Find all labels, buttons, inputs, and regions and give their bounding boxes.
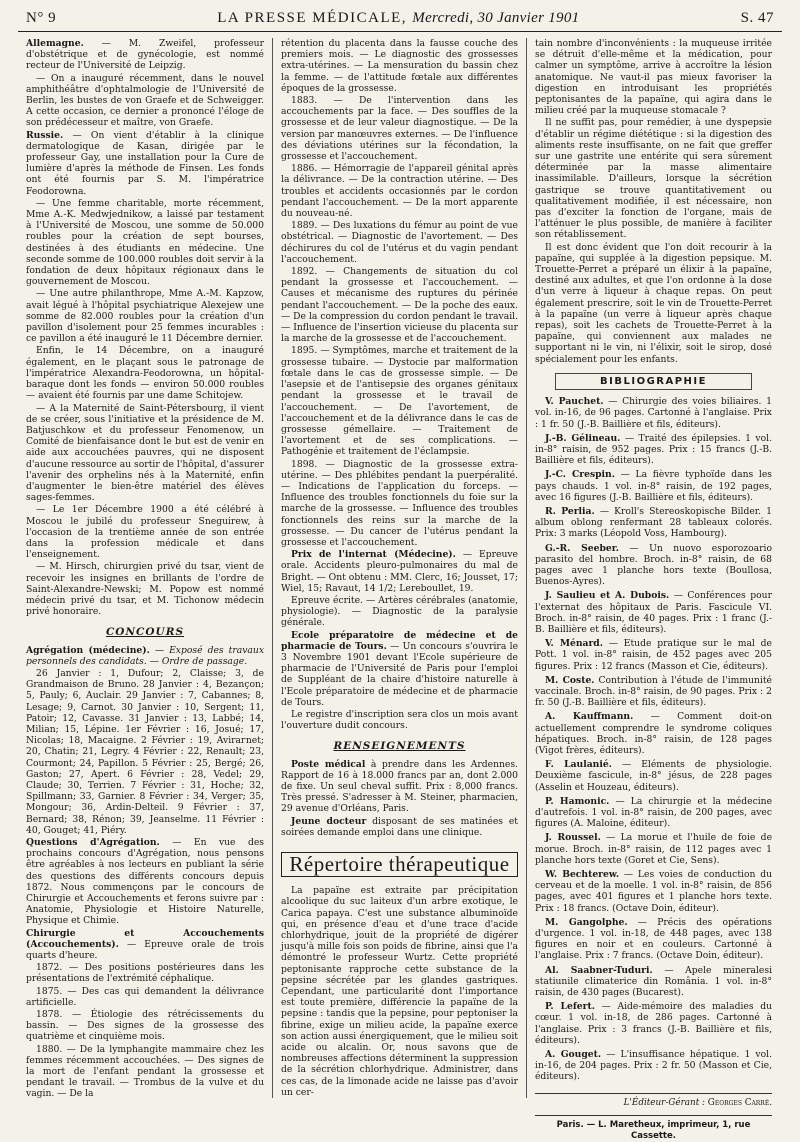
entry-label: Chirurgie et Accouchements (Accouchements).: [26, 927, 264, 950]
entry-label: Jeune docteur: [291, 815, 367, 827]
bibliography-entry: [535, 543, 772, 588]
bibliography-author: A. Kauffmann.: [545, 711, 634, 723]
page-header: [18, 10, 782, 32]
section-title-renseignements: RENSEIGNEMENTS: [333, 740, 466, 753]
bibliography-text: — L'insuffisance hépatique. 1 vol. in-16, de 204 pages. Prix : 2 fr. 50 (Masson et Cie, éditeurs).: [535, 1049, 772, 1083]
news-paragraph: — Le 1er Décembre 1900 a été célébré à Moscou le jubilé du professeur Sneguirew, à l'occasion de la trentième année de son entrée dans la profession médicale et dans l'enseignement.: [26, 504, 264, 561]
bibliography-entry: [535, 832, 772, 866]
year-1886: 1886. — Hémorragie de l'appareil génital après la délivrance. — De la contraction utérine. — Des troubles et accidents occasionnés par le cordon pendant l'accouchement. — De la mort apparente du nouveau-né.: [281, 163, 518, 220]
entry-text: — Epreuve orale. Accidents pleuro-pulmonaires du mal de Bright. — Ont obtenu : MM. Clerc, 16; Jousset, 17; Wiel, 15; Ravaut, 14 1/2; Lereboullet, 19.: [281, 549, 518, 594]
year-1898: 1898. — Diagnostic de la grossesse extra-utérine. — Des phlébites pendant la puerpéralité. — Indications de l'application du forceps. — Influence des troubles fonctionnels du foie sur la marche de la grossesse. — Influence des troubles fonctionnels des reins sur la marche de la grossesse. — Du cancer de l'utérus pendant la grossesse et l'accouchement.: [281, 458, 518, 548]
news-paragraph: — Une autre philanthrope, Mme A.-M. Kapzow, avait légué à l'hôpital psychiatrique Alexejew une somme de 82.000 roubles pour la création d'un pavillon d'isolement pour 25 femmes incurables : ce pavillon a été inauguré le 11 Décembre dernier.: [26, 288, 264, 345]
entry-text: disposant de ses matinées et soirées demande emploi dans une clinique.: [281, 815, 519, 838]
bibliography-entry: [535, 1049, 772, 1083]
bibliography-text: — La morue et l'huile de foie de morue. Broch. in-8° raisin, de 112 pages avec 1 planche hors texte (Goret et Cie, Sens).: [535, 832, 773, 866]
tours-entry: [281, 630, 518, 708]
bibliography-author: J.-B. Gélineau.: [545, 432, 621, 444]
news-russia: [26, 130, 264, 197]
bibliography-text: — Comment doit-on actuellement comprendre le syndrome coliques hépatiques. Broch. in-8° raisin, de 128 pages (Vigot frères, éditeurs).: [535, 711, 772, 756]
bibliography-author: J. Roussel.: [545, 832, 601, 844]
news-label: Russie.: [26, 129, 64, 141]
news-text: — M. Zweifel, professeur d'obstétrique et de gynécologie, est nommé recteur de l'Université de Leipzig.: [26, 38, 264, 72]
columns: [18, 38, 782, 1142]
poste-entry: [281, 759, 518, 815]
issue-number: N° 9: [26, 10, 57, 26]
entry-label: Poste médical: [291, 758, 366, 770]
gerant-name: Georges Carré.: [707, 1097, 772, 1108]
bibliography-entry: [535, 917, 772, 962]
news-paragraph: — M. Hirsch, chirurgien privé du tsar, vient de recevoir les insignes en brillants de l'ordre de Saint-Alexandre-Newski; M. Popow est nommé médecin privé du tsar, et M. Tichonow médecin privé honoraire.: [26, 561, 264, 618]
repertoire-paragraph: tain nombre d'inconvénients : la muqueuse irritée se détruit d'elle-même et la médication, pour calmer un symptôme, arrive à accroître la lésion anatomique. Ne vaut-il pas mieux favoriser la digestion en introduisant les propriétés peptonisantes de la papaïne, qui agira dans le milieu créé par la muqueuse stomacale ?: [535, 38, 772, 117]
bibliography-entry: [535, 711, 772, 756]
year-1878: 1878. — Étiologie des rétrécissements du bassin. — Des signes de la grossesse des quatrième et cinquième mois.: [26, 1009, 264, 1043]
repertoire-title: Répertoire thérapeutique: [281, 852, 518, 877]
bibliography-entry: [535, 675, 772, 709]
printer-imprint: Paris. — L. Maretheux, imprimeur, 1, rue Cassette.: [535, 1115, 772, 1142]
bibliography-list: [535, 396, 772, 1083]
bibliography-author: Al. Saabner-Tuduri.: [545, 964, 653, 976]
bibliography-text: — Les voies de conduction du cerveau et de la moelle. 1 vol. in-8° raisin, de 856 pages, avec 401 figures et 1 planche hors texte. Prix : 18 francs. (Octave Doin, éditeur).: [535, 869, 773, 914]
news-paragraph: — A la Maternité de Saint-Pétersbourg, il vient de se créer, sous l'initiative et la présidence de M. Batjuschkow et du professeur Fenomenow, un Comité de bienfaisance dont le but est de venir en aide aux accouchées pauvres, qui ne disposent d'aucune ressource au sortir de l'hôpital, d'assurer l'avenir des orphelins nés à la Maternité, enfin d'augmenter le bien-être matériel des élèves sages-femmes.: [26, 402, 265, 504]
bibliography-text: — Un nuovo esporozoario parasito del hombre. Broch. in-8° raisin, de 68 pages avec 1 planche hors texte (Boullosa, Buenos-Ayres).: [535, 542, 772, 588]
bibliography-entry: [535, 590, 772, 635]
repertoire-paragraph: La papaïne est extraite par précipitation alcoolique du suc laiteux d'un arbre exotique, le Carica papaya. C'est une substance albuminoïde qui, en présence d'eau et d'une trace d'acide chlorhydrique, jouit de la propriété de digérer jusqu'à mille fois son poids de fibrine, ainsi que l'a démontré le professeur Wurtz. Cette propriété peptonisante rapproche cette substance de la pepsine sécrétée par les glandes gastriques. Cependant, une particularité dont l'importance est toute première, différencie la papaïne de la pepsine : tandis que la pepsine, pour peptoniser la fibrine, exige un milieu acide, la papaïne exerce son action aussi énergiquement, que le milieu soit acide ou alcalin. Or, nous savons que de nombreuses affections déterminent la suppression de la sécrétion chlorhydrique. Administrer, dans ces cas, de la limonade acide ne laisse pas d'avoir un cer-: [281, 885, 518, 1098]
column-1: [18, 38, 272, 1098]
year-1872: 1872. — Des positions postérieures dans les présentations de l'extrémité céphalique.: [26, 962, 264, 985]
news-paragraph: — Une femme charitable, morte récemment, Mme A.-K. Medwjednikow, a laissé par testament à l'Université de Moscou, une somme de 50.000 roubles pour la création de sept bourses, destinées à des étudiants en médecine. Une seconde somme de 100.000 roubles doit servir à la fondation de deux hôpitaux régionaux dans le gouvernement de Moscou.: [26, 197, 264, 288]
chirurgie-entry: [26, 928, 264, 962]
news-label: Allemagne.: [26, 38, 84, 49]
year-1892: 1892. — Changements de situation du col pendant la grossesse et l'accouchement. — Causes et mécanisme des ruptures du périnée pendant l'accouchement. — De la poche des eaux. — De la compression du cordon pendant le travail. — Influence de l'insertion vicieuse du placenta sur la marche de la grossesse et de l'accouchement.: [281, 266, 518, 345]
epreuve-ecrite: Epreuve écrite. — Artères cérébrales (anatomie, physiologie). — Diagnostic de la paralysie générale.: [281, 594, 518, 629]
section-title-bibliographie: BIBLIOGRAPHIE: [555, 373, 752, 390]
year-1883: 1883. — De l'intervention dans les accouchements par la face. — Des souffles de la grossesse et de leur valeur diagnostique. — De la version par manœuvres externes. — De l'influence des déviations utérines sur la fécondation, la grossesse et l'accouchement.: [281, 95, 518, 163]
bibliography-author: G.-R. Seeber.: [545, 542, 619, 554]
bibliography-entry: [535, 506, 772, 540]
bibliography-text: — Apele mineralesi statiunile climaterice din România. 1 vol. in-8° raisin, de 430 pages (Bucarest).: [535, 964, 773, 999]
bibliography-author: R. Perlia.: [545, 505, 595, 517]
bibliography-text: Contribution à l'étude de l'immunité vaccinale. Broch. in-8° raisin, de 90 pages. Prix : 2 fr. 50 (J.-B. Baillière et fils, éditeurs).: [535, 674, 772, 709]
bibliography-author: V. Pauchet.: [545, 396, 604, 408]
bibliography-author: V. Ménard.: [545, 638, 603, 650]
bibliography-text: — Traité des épilepsies. 1 vol. in-8° raisin, de 952 pages. Prix : 15 francs (J.-B. Baillière et fils, éditeurs).: [535, 432, 773, 467]
bibliography-text: — Aide-mémoire des maladies du cœur. 1 vol. in-18, de 286 pages. Cartonné à l'anglaise. Prix : 3 francs (J.-B. Baillière et fils, éditeurs).: [535, 1001, 773, 1046]
bibliography-text: — Chirurgie des voies biliaires. 1 vol. in-16, de 96 pages. Cartonné à l'anglaise. Prix : 1 fr. 50 (J.-B. Baillière et fils, éditeurs).: [535, 396, 773, 430]
entry-text: — En vue des prochains concours d'Agrégation, nous pensons être agréables à nos lecteurs en publiant la série des questions des différents concours depuis 1872. Nous commençons par le concours de Chirurgie et Accouchements et ferons suivre par : Anatomie, Physiologie et Histoire Naturelle, Physique et Chimie.: [26, 837, 264, 927]
entry-label: Questions d'Agrégation.: [26, 837, 160, 849]
questions-entry: [26, 837, 264, 927]
bibliography-entry: [535, 965, 772, 999]
bibliography-entry: [535, 433, 772, 467]
masthead: [217, 10, 579, 27]
issue-date: Mercredi, 30 Janvier 1901: [412, 10, 580, 26]
bibliography-author: A. Gouget.: [545, 1049, 602, 1061]
bibliography-text: — Kroll's Stereoskopische Bilder. 1 album oblong renfermant 28 tableaux colorés. Prix: 3 marks (Léopold Voss, Hambourg).: [535, 505, 773, 540]
bibliography-entry: [535, 869, 772, 914]
entry-text: — Exposé des travaux personnels des candidats. — Ordre de passage.: [26, 644, 265, 667]
bibliography-author: M. Gangolphe.: [545, 916, 628, 928]
bibliography-text: — Précis des opérations d'urgence. 1 vol. in-18, de 448 pages, avec 138 figures en noir et en couleurs. Cartonné à l'anglaise. Prix : 7 francs. (Octave Doin, éditeur).: [535, 916, 772, 962]
year-1895: 1895. — Symptômes, marche et traitement de la grossesse tubaire. — Dystocie par malformation fœtale dans le cas de grossesse simple. — De l'asepsie et de l'antisepsie des organes génitaux pendant la grossesse et le travail de l'accouchement. — De l'avortement, de l'accouchement et de la délivrance dans le cas de grossesse gémellaire. — Traitement de l'avortement et de ses complications. — Pathogénie et traitement de l'éclampsie.: [281, 345, 518, 458]
entry-text: — Epreuve orale de trois quarts d'heure.: [26, 938, 264, 962]
bibliography-entry: [535, 469, 772, 503]
internat-entry: [281, 549, 518, 594]
bibliography-entry: [535, 759, 772, 793]
year-1880: 1880. — De la lymphangite mammaire chez les femmes récemment accouchées. — Des signes de la mort de l'enfant pendant la grossesse et pendant le travail. — Trombus de la vulve et du vagin. — De la: [26, 1043, 264, 1100]
news-paragraph: Enfin, le 14 Décembre, on a inauguré également, en le plaçant sous le patronage de l'impératrice Alexandra-Feodorowna, un hôpital-baraque dont les fonds — environ 50.000 roubles — avaient été fournis par une dame Schitojew.: [26, 345, 264, 402]
entry-label: Agrégation (médecine).: [26, 644, 150, 656]
year-1875: 1875. — Des cas qui demandent la délivrance artificielle.: [26, 985, 264, 1008]
bibliography-text: — La fièvre typhoïde dans les pays chauds. 1 vol. in-8° raisin, de 192 pages, avec 16 figures (J.-B. Baillière et fils, éditeurs).: [535, 469, 773, 503]
bibliography-author: J.-C. Crespin.: [545, 469, 615, 481]
bibliography-entry: [535, 638, 772, 672]
bibliography-text: — Etude pratique sur le mal de Pott. 1 vol. in-8° raisin, de 452 pages avec 205 figures. Prix : 12 francs (Masson et Cie, éditeurs).: [535, 638, 772, 672]
bibliography-author: W. Bechterew.: [545, 869, 620, 881]
entry-label: Prix de l'internat (Médecine).: [291, 549, 456, 561]
news-germany: [26, 38, 264, 72]
jeune-entry: [281, 816, 518, 838]
bibliography-entry: [535, 796, 772, 830]
page-number: S. 47: [740, 10, 774, 26]
bibliography-author: P. Hamonic.: [545, 795, 610, 807]
bibliography-author: F. Laulanié.: [545, 759, 612, 771]
editor-signature: [535, 1093, 772, 1109]
news-paragraph: — On a inauguré récemment, dans le nouvel amphithéâtre d'ophtalmologie de l'Université de Berlin, les bustes de von Graefe et de Schweigger. A cette occasion, ce dernier a prononcé l'éloge de son prédécesseur et maître, von Graefe.: [26, 72, 264, 129]
bibliography-text: — Conférences pour l'externat des hôpitaux de Paris. Fascicule VI. Broch. in-8° raisin, de 40 pages. Prix : 1 franc (J.-B. Baillière et fils, éditeurs).: [535, 590, 772, 635]
news-text: — On vient d'établir à la clinique dermatologique de Kasan, dirigée par le professeur Gay, une installation pour la Cure de lumière d'après la méthode de Finsen. Les fonds ont été fournis par S. M. l'impératrice Feodorowna.: [26, 129, 264, 197]
bibliography-entry: [535, 1001, 772, 1046]
repertoire-paragraph: Il est donc évident que l'on doit recourir à la papaïne, qui supplée à la digestion pepsique. M. Trouette-Perret a préparé un élixir à la papaïne, destiné aux adultes, et que l'on ordonne à la dose d'un verre à liqueur à chaque repas. On peut également prescrire, soit le vin de Trouette-Perret à la papaïne (un verre à liqueur après chaque repas), soit les cachets de Trouette-Perret à la papaïne, qui conviennent aux malades ne supportant ni le vin, ni l'élixir, soit le sirop, dosé spécialement pour les enfants.: [535, 241, 772, 365]
bibliography-author: M. Coste.: [545, 674, 595, 686]
bibliography-entry: [535, 396, 772, 430]
bibliography-author: J. Saulieu et A. Dubois.: [545, 590, 670, 602]
gerant-label: L'Éditeur-Gérant :: [623, 1097, 705, 1108]
year-1889: 1889. — Des luxations du fémur au point de vue obstétrical. — Diagnostic de l'avortement. — Des déchirures du col de l'utérus et du vagin pendant l'accouchement.: [281, 220, 518, 265]
agregation-entry: [26, 645, 264, 667]
column-2: [272, 38, 526, 1098]
registre-note: Le registre d'inscription sera clos un mois avant l'ouverture dudit concours.: [281, 708, 518, 732]
news-paragraph: rétention du placenta dans la fausse couche des premiers mois. — Le diagnostic des grossesses extra-utérines. — La mensuration du bassin chez la femme. — de l'attitude fœtale aux différentes époques de la grossesse.: [281, 38, 518, 94]
column-3: [526, 38, 780, 1142]
section-title-concours: CONCOURS: [105, 626, 185, 639]
entry-label: Ecole préparatoire de médecine et de pharmacie de Tours.: [281, 629, 518, 652]
bibliography-text: — La chirurgie et la médecine d'autrefois. 1 vol. in-8° raisin, de 200 pages, avec figures (A. Maloine, éditeur).: [535, 795, 773, 830]
bibliography-text: — Eléments de physiologie. Deuxième fascicule, in-8° jésus, de 228 pages (Asselin et Houzeau, éditeurs).: [535, 759, 772, 793]
repertoire-paragraph: Il ne suffit pas, pour remédier, à une dyspepsie d'établir un régime diététique : si la digestion des aliments reste insuffisante, on ne fait que greffer sur une gastrite une entérite qui sera sûrement déterminée par la masse alimentaire inassimilable. D'ailleurs, lorsque la sécrétion gastrique se trouve quantitativement ou qualitativement modifiée, il est nécessaire, non pas d'exciter la fonction de l'organe, mais de l'atténuer le plus possible, de manière à faciliter son rétablissement.: [535, 117, 772, 241]
bibliography-author: P. Lefert.: [545, 1001, 595, 1013]
journal-title: LA PRESSE MÉDICALE,: [217, 10, 408, 26]
entry-text: à prendre dans les Ardennes. Rapport de 16 à 18.000 francs par an, dont 2.000 de fixe. Un seul cheval suffit. Prix : 8,000 francs. Très pressé. S'adresser à M. Steiner, pharmacien, 29 avenue d'Orléans, Paris.: [281, 758, 518, 815]
agregation-schedule: 26 Janvier : 1, Dufour; 2, Claisse; 3, de Grandmaison de Bruno. 28 Janvier : 4, Bezançon; 5, Pauly; 6, Auclair. 29 Janvier : 7, Cabannes; 8, Lesage; 9, Carnot. 30 Janvier : 10, Sergent; 11, Patoir; 12, Cavasse. 31 Janvier : 13, Labbé; 14, Milian; 15, Lépine. 1er Février : 16, Josué; 17, Nicolas; 18, Macaigne. 2 Février : 19, Avirагnet; 20, Chatin; 21, Legry. 4 Février : 22, Renault; 23, Courmont; 24, Papillon. 5 Février : 25, Bergé; 26, Gaston; 27, Apert. 6 Février : 28, Vedel; 29, Claude; 30, Terrien. 7 Février : 31, Hoche; 32, Spillmann; 33, Garnier. 8 Février : 34, Verger; 35, Mongour; 36, Ardin-Delteil. 9 Février : 37, Bernard; 38, Rénon; 39, Jeanselme. 11 Février : 40, Gouget; 41, Piéry.: [26, 667, 264, 836]
entry-text: — Un concours s'ouvrira le 3 Novembre 1901 devant l'Ecole supérieure de pharmacie de l'Université de Paris pour l'emploi de Suppléant de la chaire d'histoire naturelle à l'Ecole préparatoire de médecine et de pharmacie de Tours.: [281, 640, 519, 708]
